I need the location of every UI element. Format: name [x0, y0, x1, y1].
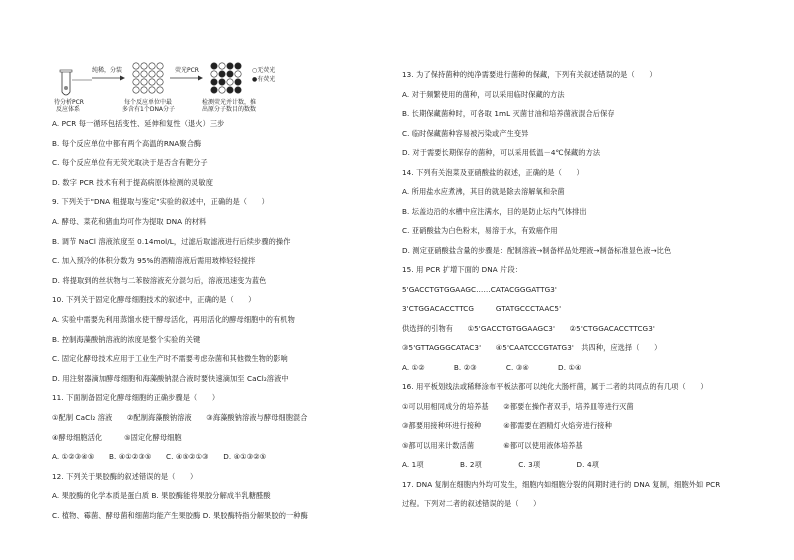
- well-circle: [157, 79, 163, 85]
- well-circle: [235, 71, 241, 77]
- well-circle: [235, 79, 241, 85]
- text-line: A. ①②③④⑤ B. ④①②③⑤ C. ④⑤②①③ D. ④①③②⑤: [52, 452, 267, 462]
- text-line: C. 亚硝酸盐为白色粉末，易溶于水，有致癌作用: [402, 226, 558, 235]
- well-circle: [141, 79, 147, 85]
- text-line: B. 每个反应单位中都有两个高温的RNA聚合酶: [52, 138, 202, 148]
- well-circle: [227, 71, 233, 77]
- well-circle: [149, 63, 155, 69]
- text-line: C. 固定化酵母技术应用于工业生产时不需要考虑杂菌和其他微生物的影响: [52, 354, 288, 364]
- fluor-pcr-label: 荧光PCR: [175, 67, 199, 74]
- text-line: 13. 为了保持菌种的纯净需要进行菌种的保藏，下列有关叙述错误的是（ ）: [402, 70, 657, 79]
- well-circle: [133, 71, 139, 77]
- well-circle: [157, 87, 163, 93]
- text-line: A. 对于频繁使用的菌种，可以采用临时保藏的方法: [402, 89, 565, 99]
- text-line: A. 实验中需要先利用蒸馏水使干酵母活化，再用活化的酵母细胞中的有机物: [52, 315, 295, 324]
- text-line: ①可以用相同成分的培养基 ②都要在操作者双手，培养皿等进行灭菌: [402, 401, 634, 411]
- well-circle: [157, 71, 163, 77]
- text-line: 3'CTGGACACCTTCG GTATGCCCTAAC5': [402, 304, 562, 313]
- text-line: D. 用注射器滴加酵母细胞和海藻酸钠混合液时要快速滴加至 CaCl₂溶液中: [52, 373, 289, 383]
- well-circle: [133, 87, 139, 93]
- text-line: C. 植物、霉菌、酵母菌和细菌均能产生果胶酶 D. 果胶酶特指分解果胶的一种酶: [52, 511, 308, 520]
- well-circle: [149, 87, 155, 93]
- text-line: D. 测定亚硝酸盐含量的步骤是：配制溶液→制备样品处理液→制备标准显色液→比色: [402, 245, 672, 255]
- text-line: A. 1项 B. 2项 C. 3项 D. 4项: [402, 460, 599, 469]
- text-line: ⑤都可以用来计数活菌 ⑥都可以使用液体培养基: [402, 440, 583, 450]
- pcr-system-label: 待分析PCR: [54, 99, 84, 106]
- text-line: A. 酵母、菜花和猪血均可作为提取 DNA 的材料: [52, 217, 207, 226]
- count-label: 检测荧光并计数，推: [202, 99, 257, 106]
- well-circle: [149, 71, 155, 77]
- test-tube-icon: [60, 70, 72, 95]
- text-line: B. 调节 NaCl 溶液浓度至 0.14mol/L，过滤后取滤液进行后续步骤的操作: [52, 236, 291, 246]
- text-line: A. 所用盐水应煮沸，其目的就是除去溶解氧和杂菌: [402, 187, 565, 196]
- well-circle: [227, 87, 233, 93]
- well-circle: [211, 71, 217, 77]
- digital-pcr-diagram: [52, 58, 312, 113]
- count-label-2: 出原分子数目的数数: [202, 106, 257, 113]
- units-label-2: 多含有1个DNA分子: [122, 106, 176, 113]
- text-line: B. 坛盖边沿的水槽中应注满水，目的是防止坛内气体排出: [402, 206, 587, 216]
- well-circle: [141, 71, 147, 77]
- text-line: ③5'GTTAGGGCATAC3' ④5'CAATCCCGTATG3' 共四种，应选择（ ）: [402, 343, 662, 352]
- well-circle: [157, 63, 163, 69]
- text-line: 16. 用平板划线法或稀释涂布平板法都可以纯化大肠杆菌，属于二者的共同点的有几项（ ）: [402, 382, 708, 391]
- reaction-units-grid: [133, 63, 163, 93]
- fluorescence-grid: [211, 63, 241, 93]
- well-circle: [219, 63, 225, 69]
- text-line: ④酵母细胞活化 ⑤固定化酵母细胞: [52, 432, 182, 442]
- legend-no-fluor: ○无荧光: [252, 67, 276, 74]
- text-line: 10. 下列关于固定化酵母细胞技术的叙述中，正确的是（ ）: [52, 295, 256, 305]
- legend-fluor: ●有荧光: [252, 76, 276, 83]
- text-line: A. ①② B. ②③ C. ③④ D. ①④: [402, 362, 582, 372]
- text-line: 11. 下面制备固定化酵母细胞的正确步骤是（ ）: [52, 393, 220, 403]
- text-line: D. 对于需要长期保存的菌种，可以采用低温－4℃保藏的方法: [402, 148, 601, 157]
- well-circle: [227, 79, 233, 85]
- well-circle: [141, 63, 147, 69]
- text-line: 5'GACCTGTGGAAGC……CATACGGGATTG3': [402, 284, 558, 294]
- well-circle: [133, 79, 139, 85]
- text-line: 17. DNA 复制在细胞内外均可发生，细胞内如细胞分裂的间期时进行的 DNA 复制，细胞外如 PCR: [402, 479, 721, 489]
- text-line: 过程。下列对二者的叙述错误的是（ ）: [402, 499, 541, 508]
- text-line: B. 控制海藻酸钠溶液的浓度是整个实验的关键: [52, 334, 201, 344]
- well-circle: [211, 79, 217, 85]
- text-line: ①配制 CaCl₂ 溶液 ②配制海藻酸钠溶液 ③海藻酸钠溶液与酵母细胞混合: [52, 413, 308, 422]
- well-circle: [211, 87, 217, 93]
- well-circle: [149, 79, 155, 85]
- text-line: 15. 用 PCR 扩增下面的 DNA 片段：: [402, 265, 523, 274]
- text-line: 9. 下列关于"DNA 粗提取与鉴定"实验的叙述中，正确的是（ ）: [52, 197, 269, 207]
- text-line: B. 长期保藏菌种时，可各取 1mL 灭菌甘油和培养菌液混合后保存: [402, 109, 615, 118]
- text-line: 12. 下列关于果胶酶的叙述错误的是（ ）: [52, 471, 198, 481]
- pcr-system-label-2: 反应体系: [56, 106, 81, 113]
- well-circle: [235, 63, 241, 69]
- units-label: 每个反应单位中最: [124, 99, 173, 106]
- text-line: A. 果胶酶的化学本质是蛋白质 B. 果胶酶能将果胶分解成半乳糖醛酸: [52, 491, 271, 501]
- well-circle: [141, 87, 147, 93]
- well-circle: [235, 87, 241, 93]
- well-circle: [219, 87, 225, 93]
- text-line: D. 将提取到的丝状物与二苯胺溶液充分混匀后，溶液迅速变为蓝色: [52, 275, 267, 285]
- text-line: C. 每个反应单位有无荧光取决于是否含有靶分子: [52, 158, 208, 168]
- arrow-icon: [170, 76, 203, 81]
- text-line: 供选择的引物有 ①5'GACCTGTGGAAGC3' ②5'CTGGACACCTTCG3': [402, 323, 655, 333]
- text-line: ③都要用接种环进行接种 ④都需要在酒精灯火焰旁进行接种: [402, 421, 612, 430]
- arrow-icon: [92, 76, 125, 81]
- well-circle: [211, 63, 217, 69]
- text-line: 14. 下列有关泡菜及亚硝酸盐的叙述，正确的是（ ）: [402, 167, 584, 177]
- dilute-label: 纯稀，分装: [92, 67, 123, 74]
- well-circle: [219, 71, 225, 77]
- well-circle: [133, 63, 139, 69]
- well-circle: [219, 79, 225, 85]
- text-line: C. 加入预冷的体积分数为 95%的酒精溶液后需用玻棒轻轻搅拌: [52, 256, 256, 266]
- well-circle: [227, 63, 233, 69]
- text-line: C. 临时保藏菌种容易被污染或产生变异: [402, 128, 529, 138]
- text-line: D. 数字 PCR 技术有利于提高病原体检测的灵敏度: [52, 177, 213, 187]
- text-line: A. PCR 每一循环包括变性、延伸和复性（退火）三步: [52, 119, 225, 128]
